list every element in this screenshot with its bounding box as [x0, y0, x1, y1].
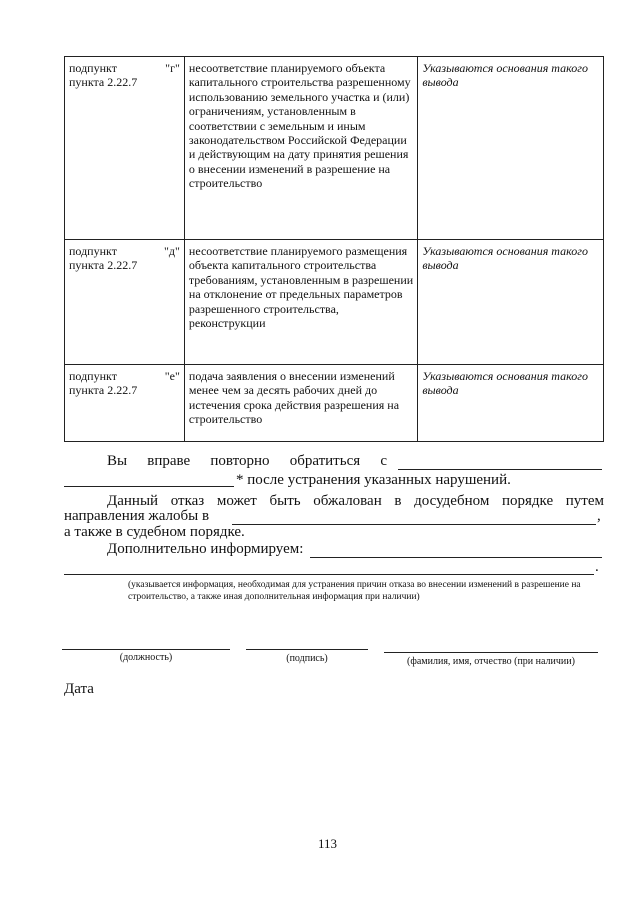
appeal-blank — [232, 524, 596, 525]
name-line — [384, 652, 598, 653]
description-cell: подача заявления о внесении изменений менее чем за десять рабочих дней до истечения срока действия разрешения на строительство — [184, 365, 417, 442]
table-row — [65, 365, 604, 442]
signature-line — [246, 649, 368, 650]
point-cell — [65, 57, 185, 240]
signature-caption: (подпись) — [286, 653, 328, 664]
description-cell: несоответствие планируемого размещения объекта капитального строительства требованиям, установленным в разрешении на отклонение от предельных параметров разрешенного строительства, реконструкции — [184, 240, 417, 365]
reapply-line — [107, 452, 387, 470]
clause-label: пункта 2.22.7 — [69, 258, 138, 273]
reason-cell: Указываются основания такого вывода — [418, 240, 604, 365]
additional-info-period: . — [595, 559, 599, 575]
table-row — [65, 57, 604, 240]
reason-cell: Указываются основания такого вывода — [418, 57, 604, 240]
subpoint-letter: "г" — [165, 61, 180, 75]
word: повторно — [210, 453, 270, 469]
table-row — [65, 240, 604, 365]
clause-label: пункта 2.22.7 — [69, 383, 138, 398]
subpoint-label: подпункт — [69, 244, 117, 258]
additional-info-note: (указывается информация, необходимая для устранения причин отказа во внесении изменений в разрешение на строительство, а также иная дополнительная информация при наличии) — [128, 580, 581, 602]
page-number: 113 — [318, 836, 338, 851]
point-cell — [65, 365, 185, 442]
subpoint-letter: "д" — [163, 244, 180, 258]
additional-info-blank-1 — [310, 557, 602, 558]
subpoint-label: подпункт — [69, 61, 117, 75]
word: вправе — [147, 453, 191, 469]
name-caption: (фамилия, имя, отчество (при наличии) — [407, 656, 575, 667]
position-line — [62, 649, 230, 650]
reapply-blank-2 — [64, 486, 234, 487]
appeal-comma: , — [597, 508, 601, 524]
date-label: Дата — [64, 681, 94, 697]
reapply-blank — [398, 469, 602, 470]
word: обратиться — [289, 453, 361, 469]
additional-info-blank-2 — [64, 574, 594, 575]
description-cell: несоответствие планируемого объекта капитального строительства разрешенному использованию земельного участка и (или) ограничениям, установленным в соответствии с земельным и иным законодательством Российской Федерации и действующим на дату принятия решения о внесении изменений в разрешение на строительство — [184, 57, 417, 240]
subpoint-label: подпункт — [69, 369, 117, 383]
word: с — [380, 453, 387, 469]
appeal-text-3: а также в судебном порядке. — [64, 524, 245, 540]
appeal-text-2: направления жалобы в — [64, 508, 210, 524]
position-caption: (должность) — [119, 652, 173, 663]
clause-label: пункта 2.22.7 — [69, 75, 138, 90]
subpoint-letter: "е" — [164, 369, 180, 383]
appeal-text-1-content: Данный отказ может быть обжалован в досудебном порядке путем — [107, 493, 604, 509]
word: Вы — [107, 453, 128, 469]
point-cell — [65, 240, 185, 365]
after-fix-text: * после устранения указанных нарушений. — [236, 472, 511, 488]
reason-cell: Указываются основания такого вывода — [418, 365, 604, 442]
additional-info-label: Дополнительно информируем: — [107, 541, 304, 557]
refusal-reasons-table — [64, 56, 604, 442]
